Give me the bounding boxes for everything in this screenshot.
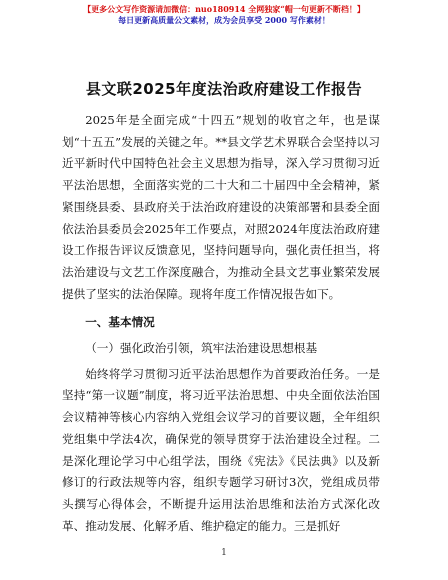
- subsection-heading-political-guidance: （一）强化政治引领，筑牢法治建设思想根基: [85, 341, 318, 356]
- section-heading-basic-situation: 一、基本情况: [85, 315, 155, 330]
- document-body: [62, 110, 380, 537]
- intro-paragraph: 2025年是全面完成“十四五”规划的收官之年，也是谋划“十五五”发展的关键之年。**县文学艺术界联合会坚持以习近平新时代中国特色社会主义思想为指导，深入学习贯彻习近平法治思想，全面落实党的二十大和二十届四中全会精神，紧紧围绕县委、县政府关于法治政府建设的决策部署和县委全面依法治县委员会2025年工作要点，对照2024年度法治政府建设工作报告评议反馈意见，坚持问题导向，强化责任担当，将法治建设与文艺工作深度融合，为推动全县文艺事业繁荣发展提供了坚实的法治保障。现将年度工作情况报告如下。: [62, 113, 380, 301]
- page-number: 1: [221, 548, 227, 558]
- promo-banner-line1: 【更多公文写作资源请加微信：nuo180914 全网独家“帽一句更新不断档！】: [83, 4, 365, 14]
- document-title: 县文联2025年度法治政府建设工作报告: [85, 80, 363, 98]
- body-paragraph: 始终将学习贯彻习近平法治思想作为首要政治任务。一是坚持“第一议题”制度，将习近平法治思想、中央全面依法治国会议精神等核心内容纳入党组会议学习的首要议题，全年组织党组集中学法4次，确保党的领导贯穿于法治建设全过程。二是深化理论学习中心组学法，围绕《宪法》《民法典》以及新修订的行政法规等内容，组织专题学习研讨3次，党组成员带头撰写心得体会，不断提升运用法治思维和法治方式深化改革、推动发展、化解矛盾、维护稳定的能力。三是抓好: [62, 366, 380, 533]
- promo-banner-line2: 每日更新高质量公文素材，成为会员享受 2000 写作素材！: [118, 15, 330, 25]
